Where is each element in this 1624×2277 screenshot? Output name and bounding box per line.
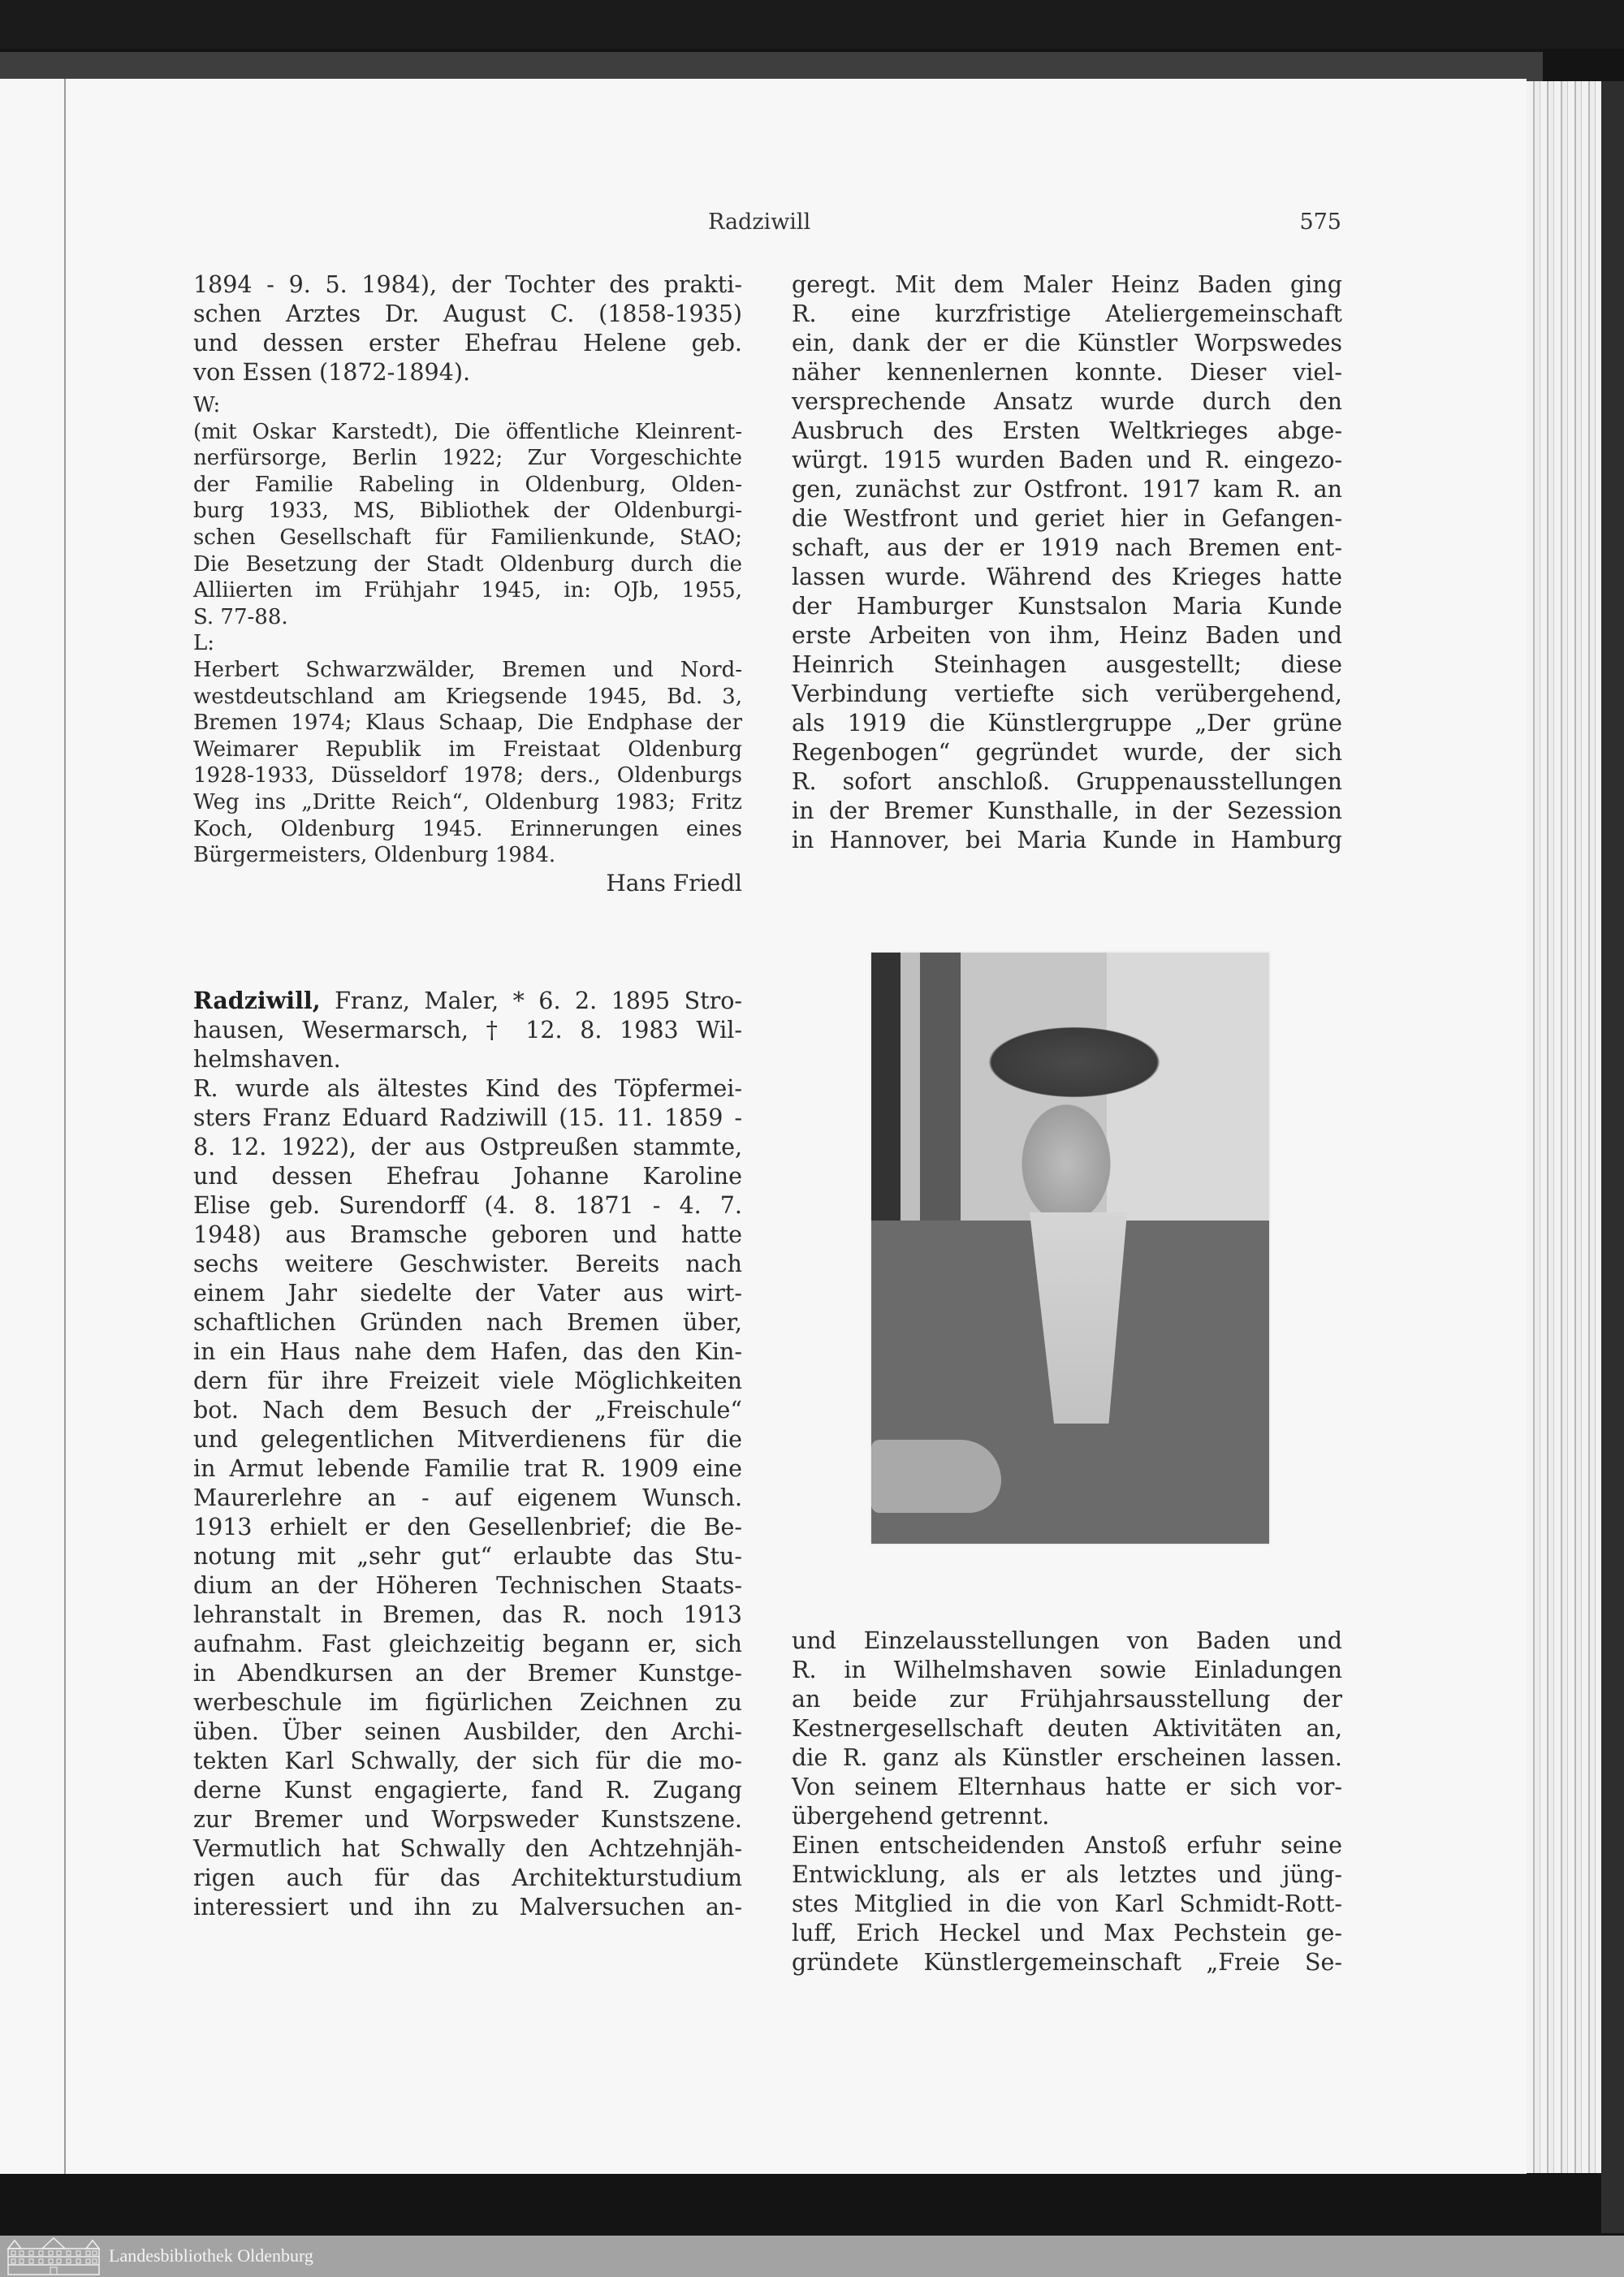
entry-headword: Radziwill, [193, 986, 321, 1014]
text-line: Entwicklung, als er als letztes und jüng- [792, 1861, 1342, 1888]
cover-edge-shadow [1601, 81, 1624, 2233]
entry-radziwill [193, 986, 742, 1922]
text-line: von Essen (1872-1894). [193, 359, 470, 386]
text-line: S. 77-88. [193, 604, 288, 629]
text-line: in der Bremer Kunsthalle, in der Sezession [792, 797, 1342, 824]
text-line: Bürgermeisters, Oldenburg 1984. [193, 843, 556, 868]
entry-headline-text: Franz, Maler, * 6. 2. 1895 Stro- [320, 987, 742, 1014]
photo-shirt-detail [1017, 1212, 1139, 1424]
text-line: aufnahm. Fast gleichzeitig begann er, sich [193, 1630, 742, 1657]
text-line: (mit Oskar Karstedt), Die öffentliche Kleinrent- [193, 419, 742, 444]
text-line: Weimarer Republik im Freistaat Oldenburg [193, 737, 742, 762]
running-title: Radziwill [708, 210, 811, 235]
text-line: die Westfront und geriet hier in Gefangen- [792, 505, 1342, 532]
text-line: in Armut lebende Familie trat R. 1909 eine [193, 1454, 742, 1482]
previous-entry-tail [193, 270, 742, 387]
right-column-bottom [792, 1627, 1342, 1977]
text-line: werbeschule im figürlichen Zeichnen zu [193, 1688, 742, 1716]
text-line: R. sofort anschloß. Gruppenausstellungen [792, 768, 1342, 795]
text-line: burg 1933, MS, Bibliothek der Oldenburgi- [193, 499, 742, 524]
text-line: nerfürsorge, Berlin 1922; Zur Vorgeschichte [193, 446, 742, 471]
text-line: der Hamburger Kunstsalon Maria Kunde [792, 593, 1342, 620]
text-line: sechs weitere Geschwister. Bereits nach [193, 1250, 742, 1277]
text-line: hausen, Wesermarsch, † 12. 8. 1983 Wil- [193, 1016, 742, 1043]
running-header [193, 210, 1341, 242]
text-line: Elise geb. Surendorff (4. 8. 1871 - 4. 7. [193, 1191, 742, 1219]
text-line: Heinrich Steinhagen ausgestellt; diese [792, 651, 1342, 678]
left-column [193, 270, 742, 1922]
text-line: Alliierten im Frühjahr 1945, in: OJb, 1955, [193, 578, 742, 603]
text-line: geregt. Mit dem Maler Heinz Baden ging [792, 271, 1342, 298]
page-number: 575 [1299, 210, 1341, 235]
text-line: Bremen 1974; Klaus Schaap, Die Endphase der [193, 711, 742, 736]
text-line: R. eine kurzfristige Ateliergemeinschaft [792, 300, 1342, 327]
text-line: an beide zur Frühjahrsausstellung der [792, 1686, 1342, 1713]
entry-spacer [193, 898, 742, 986]
text-line: und dessen erster Ehefrau Helene geb. [193, 330, 742, 356]
text-line: einem Jahr siedelte der Vater aus wirt- [193, 1279, 742, 1307]
text-line: 1913 erhielt er den Gesellenbrief; die Be- [193, 1513, 742, 1540]
library-building-icon [6, 2237, 101, 2275]
library-name: Landesbibliothek Oldenburg [109, 2245, 313, 2266]
text-line: in Abendkursen an der Bremer Kunstge- [193, 1659, 742, 1687]
right-column-top [792, 270, 1342, 855]
book-spine-gutter [64, 79, 66, 2174]
text-line: sters Franz Eduard Radziwill (15. 11. 1859 - [193, 1104, 742, 1131]
author-signature: Hans Friedl [606, 869, 742, 897]
text-line: luff, Erich Heckel und Max Pechstein ge- [792, 1920, 1342, 1946]
text-line: tekten Karl Schwally, der sich für die mo- [193, 1747, 742, 1774]
text-line: Kestnergesellschaft deuten Aktivitäten an, [792, 1715, 1342, 1742]
text-line: und gelegentlichen Mitverdienens für die [193, 1425, 742, 1453]
text-line: Von seinem Elternhaus hatte er sich vor- [792, 1774, 1342, 1800]
text-line: erste Arbeiten von ihm, Heinz Baden und [792, 622, 1342, 649]
text-line: 1948) aus Bramsche geboren und hatte [193, 1221, 742, 1248]
text-line: dium an der Höheren Technischen Staats- [193, 1571, 742, 1599]
text-line: Die Besetzung der Stadt Oldenburg durch die [193, 551, 742, 577]
text-line: derne Kunst engagierte, fand R. Zugang [193, 1776, 742, 1804]
text-line: 8. 12. 1922), der aus Ostpreußen stammte, [193, 1133, 742, 1160]
text-line: gen, zunächst zur Ostfront. 1917 kam R. an [792, 476, 1342, 503]
text-line: helmshaven. [193, 1045, 341, 1073]
text-line: Weg ins „Dritte Reich“, Oldenburg 1983; Fritz [193, 789, 742, 814]
text-line: in ein Haus nahe dem Hafen, das den Kin- [193, 1337, 742, 1365]
text-line: interessiert und ihn zu Malversuchen an- [193, 1893, 742, 1921]
text-line: dern für ihre Freizeit viele Möglichkeiten [193, 1367, 742, 1394]
text-line: Herbert Schwarzwälder, Bremen und Nord- [193, 657, 742, 682]
text-line: ein, dank der er die Künstler Worpswedes [792, 330, 1342, 356]
page-edge-stack [1527, 81, 1601, 2173]
text-line: Ausbruch des Ersten Weltkrieges abge- [792, 417, 1342, 444]
text-line: gründete Künstlergemeinschaft „Freie Se- [792, 1949, 1342, 1976]
text-line: der Familie Rabeling in Oldenburg, Olden- [193, 472, 742, 497]
text-line: 1928-1933, Düsseldorf 1978; ders., Oldenburgs [193, 763, 742, 789]
text-line: Vermutlich hat Schwally den Achtzehnjäh- [193, 1834, 742, 1862]
text-line: schen Arztes Dr. August C. (1858-1935) [193, 300, 742, 327]
text-line: notung mit „sehr gut“ erlaubte das Stu- [193, 1542, 742, 1570]
text-line: die R. ganz als Künstler erscheinen lassen. [792, 1744, 1342, 1771]
text-line: bot. Nach dem Besuch der „Freischule“ [193, 1396, 742, 1424]
photo-hand-detail [871, 1440, 1001, 1513]
text-line: zur Bremer und Worpsweder Kunstszene. [193, 1805, 742, 1833]
text-line: 1894 - 9. 5. 1984), der Tochter des prakti- [193, 271, 742, 298]
text-line: rigen auch für das Architekturstudium [193, 1864, 742, 1891]
text-line: Maurerlehre an - auf eigenem Wunsch. [193, 1484, 742, 1511]
text-line: schen Gesellschaft für Familienkunde, StAO; [193, 525, 742, 550]
text-line: R. in Wilhelmshaven sowie Einladungen [792, 1657, 1342, 1683]
text-line: und dessen Ehefrau Johanne Karoline [193, 1162, 742, 1190]
text-line: würgt. 1915 wurden Baden und R. eingezo- [792, 447, 1342, 473]
text-line: Regenbogen“ gegründet wurde, der sich [792, 739, 1342, 766]
works-label: W: [193, 393, 221, 417]
text-line: in Hannover, bei Maria Kunde in Hamburg [792, 827, 1342, 853]
text-line: Koch, Oldenburg 1945. Erinnerungen eines [193, 816, 742, 841]
text-line: als 1919 die Künstlergruppe „Der grüne [792, 710, 1342, 737]
book-board-edge [0, 52, 1543, 81]
text-line: näher kennenlernen konnte. Dieser viel- [792, 359, 1342, 386]
literature-label: L: [193, 631, 215, 656]
text-line: Verbindung vertiefte sich verübergehend, [792, 681, 1342, 707]
works-section [193, 392, 742, 869]
text-line: übergehend getrennt. [792, 1803, 1050, 1830]
text-line: schaftlichen Gründen nach Bremen über, [193, 1308, 742, 1336]
text-line: üben. Über seinen Ausbilder, den Archi- [193, 1717, 742, 1745]
entry-headline [193, 986, 742, 1016]
text-line: Einen entscheidenden Anstoß erfuhr seine [792, 1832, 1342, 1859]
text-line: lehranstalt in Bremen, das R. noch 1913 [193, 1601, 742, 1628]
text-line: lassen wurde. Während des Krieges hatte [792, 564, 1342, 590]
text-line: schaft, aus der er 1919 nach Bremen ent- [792, 534, 1342, 561]
text-line: stes Mitglied in die von Karl Schmidt-Rott- [792, 1890, 1342, 1917]
footer-bar [0, 2236, 1624, 2277]
text-line: und Einzelausstellungen von Baden und [792, 1627, 1342, 1654]
portrait-photo [871, 953, 1269, 1544]
text-line: versprechende Ansatz wurde durch den [792, 388, 1342, 415]
text-line: R. wurde als ältestes Kind des Töpfermei- [193, 1074, 742, 1102]
book-cover-background [0, 0, 1624, 49]
text-line: westdeutschland am Kriegsende 1945, Bd. 3, [193, 684, 742, 709]
